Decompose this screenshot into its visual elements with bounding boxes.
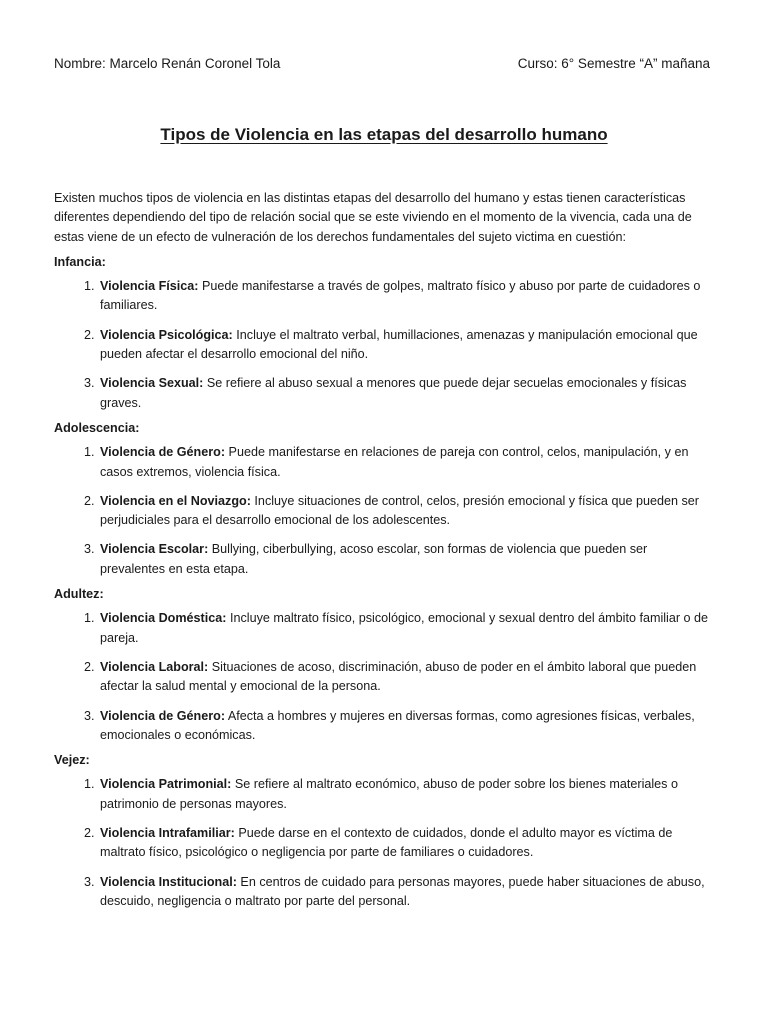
list-item (98, 658, 712, 697)
document-body (54, 189, 712, 917)
document-title: Tipos de Violencia en las etapas del desarrollo humano (160, 125, 608, 144)
violence-term: Violencia Sexual: (100, 376, 204, 391)
list-item (98, 775, 712, 814)
violence-description: Incluye maltrato físico, psicológico, emocional y sexual dentro del ámbito familiar o de pareja. (100, 611, 709, 645)
violence-term: Violencia de Género: (100, 708, 226, 723)
list-item (98, 374, 712, 413)
violence-term: Violencia Patrimonial: (100, 777, 232, 792)
violence-term: Violencia Intrafamiliar: (100, 826, 235, 841)
violence-description: Puede manifestarse a través de golpes, maltrato físico y abuso por parte de cuidadores o familiares. (100, 279, 701, 313)
violence-term: Violencia Psicológica: (100, 327, 233, 342)
violence-term: Violencia Escolar: (100, 542, 209, 557)
violence-description: Situaciones de acoso, discriminación, abuso de poder en el ámbito laboral que pueden afectar la salud mental y emocional de la persona. (100, 659, 697, 694)
list-adultez (54, 609, 712, 745)
list-item (98, 492, 712, 531)
violence-term: Violencia Física: (100, 279, 199, 294)
list-item (98, 326, 712, 365)
section-title-infancia: Infancia: (54, 254, 106, 269)
list-item (98, 824, 712, 863)
student-name: Nombre: Marcelo Renán Coronel Tola (54, 56, 281, 71)
list-item (98, 540, 712, 579)
list-item (98, 443, 712, 482)
violence-description: Puede manifestarse en relaciones de pareja con control, celos, manipulación, y en casos extremos, violencia física. (100, 445, 689, 479)
violence-description: Se refiere al abuso sexual a menores que puede dejar secuelas emocionales y físicas graves. (100, 376, 687, 410)
violence-description: Incluye situaciones de control, celos, presión emocional y física que pueden ser perjudiciales para el desarrollo emocional de los adolescentes. (100, 493, 699, 528)
violence-description: Puede darse en el contexto de cuidados, donde el adulto mayor es víctima de maltrato físico, psicológico o negligencia por parte de familiares o cuidadores. (100, 826, 673, 860)
document-header (54, 56, 710, 71)
list-item (98, 609, 712, 648)
violence-term: Violencia Laboral: (100, 659, 209, 674)
section-title-adultez: Adultez: (54, 587, 104, 602)
violence-description: Bullying, ciberbullying, acoso escolar, son formas de violencia que pueden ser prevalentes en esta etapa. (100, 542, 648, 576)
violence-term: Violencia Doméstica: (100, 611, 227, 626)
violence-term: Violencia en el Noviazgo: (100, 493, 251, 508)
violence-description: Afecta a hombres y mujeres en diversas formas, como agresiones físicas, verbales, emocionales o económicas. (100, 708, 695, 742)
violence-description: Se refiere al maltrato económico, abuso de poder sobre los bienes materiales o patrimonio de personas mayores. (100, 777, 678, 811)
section-title-vejez: Vejez: (54, 753, 90, 768)
violence-term: Violencia de Género: (100, 445, 226, 460)
list-item (98, 707, 712, 746)
list-adolescencia (54, 443, 712, 579)
course-info: Curso: 6° Semestre “A” mañana (517, 56, 710, 71)
section-title-adolescencia: Adolescencia: (54, 420, 140, 435)
list-infancia (54, 277, 712, 413)
list-item (98, 277, 712, 316)
list-item (98, 873, 712, 912)
intro-paragraph: Existen muchos tipos de violencia en las distintas etapas del desarrollo del humano y estas tienen características diferentes dependiendo del tipo de relación social que se este viviendo en el momento de la vivencia, cada una de estas viene de un efecto de vulneración de los derechos fundamentales del sujeto victima en cuestión: (54, 191, 692, 244)
violence-description: Incluye el maltrato verbal, humillaciones, amenazas y manipulación emocional que pueden afectar el desarrollo emocional del niño. (100, 327, 698, 362)
violence-description: En centros de cuidado para personas mayores, puede haber situaciones de abuso, descuido, negligencia o maltrato por parte del personal. (100, 874, 705, 908)
violence-term: Violencia Institucional: (100, 874, 237, 889)
list-vejez (54, 775, 712, 911)
